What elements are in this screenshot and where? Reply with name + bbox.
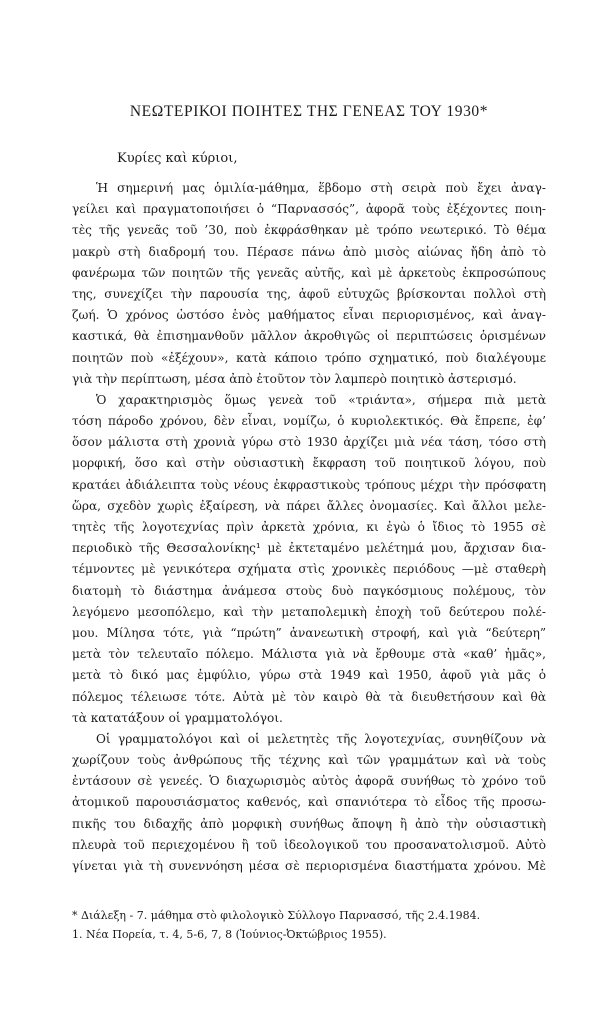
text-line: ὅσον μάλιστα στὴ χρονιὰ γύρω στὸ 1930 ἀρχίζει μιὰ νέα τάση, τόσο στὴ [72,435,546,450]
text-line: ἐντάσουν σὲ γενεές. Ὁ διαχωρισμὸς αὐτὸς ἀφορᾶ συνήθως τὸ χρόνο τοῦ [72,774,546,789]
text-line: μετὰ τὸ δικό μας ἐμφύλιο, γύρω στὰ 1949 καὶ 1950, ἀφοῦ γιὰ μᾶς ὁ [72,668,546,683]
footnotes [72,906,546,944]
text-line: γίνεται γιὰ τὴ συνεννόηση μέσα σὲ περιορισμένα διαστήματα χρόνου. Μὲ [72,859,546,873]
text-line: ἀτομικοῦ παρουσιάσματος καθενός, καὶ σπανιότερα τὸ εἶδος τῆς προσω- [72,795,546,810]
text-line: διατομὴ τὸ διάστημα ἀνάμεσα στοὺς δυὸ παγκόσμιους πολέμους, τὸν [72,583,546,598]
text-line: τὰ κατατάξουν οἱ γραμματολόγοι. [72,710,283,725]
greeting: Κυρίες καὶ κύριοι, [117,151,238,166]
text-line: ζωή. Ὁ χρόνος ὡστόσο ἑνὸς μαθήματος εἶναι περιορισμένος, καὶ ἀναγ- [72,308,546,323]
text-line: κρατάει ἀδιάλειπτα τοὺς νέους ἐκφραστικοὺς τρόπους μέχρι τὴν πρόσφατη [72,477,546,492]
paragraph [72,178,546,390]
text-line: μακρὺ στὴ διαδρομή του. Πέρασε πάνω ἀπὸ μισὸς αἰώνας ἤδη ἀπὸ τὸ [72,244,546,259]
text-line: πόλεμος τέλειωσε τότε. Αὐτὰ μὲ τὸν καιρὸ θὰ τὰ διευθετήσουν καὶ θὰ [72,689,546,704]
text-line: μετὰ τὸν τελευταῖο πόλεμο. Μάλιστα γιὰ νὰ ἔρθουμε στὰ «καθ’ ἡμᾶς», [72,647,546,662]
text-line: περιοδικὸ τῆς Θεσσαλονίκης¹ μὲ ἐκτεταμένο μελέτημά μου, ἄρχισαν δια- [72,541,546,556]
text-line: πλευρὰ τοῦ περιεχομένου ἢ τοῦ ἰδεολογικοῦ του προσανατολισμοῦ. Αὐτὸ [72,837,546,852]
footnote: * Διάλεξη - 7. μάθημα στὸ φιλολογικὸ Σύλλογο Παρνασσό, τῆς 2.4.1984. [72,909,481,922]
text-line: τητὲς τῆς λογοτεχνίας πρὶν ἀρκετὰ χρόνια, κι ἐγὼ ὁ ἴδιος τὸ 1955 σὲ [72,520,546,534]
text-line: γιὰ τὴν περίπτωση, μέσα ἀπὸ ἐτοῦτον τὸν λαμπερὸ ποιητικὸ ἀστερισμό. [72,371,517,386]
text-line: πικῆς του διδαχῆς ἀπὸ μορφικὴ συνήθως ἄποψη ἢ ἀπὸ τὴν οὐσιαστικὴ [72,816,546,831]
text-line: χωρίζουν τοὺς ἀνθρώπους τῆς τέχνης καὶ τῶν γραμμάτων καὶ νὰ τοὺς [72,753,546,768]
text-line: γείλει καὶ πραγματοποιήσει ὁ “Παρνασσός”, ἀφορᾶ τοὺς ἐξέχοντες ποιη- [72,202,546,217]
footnote: 1. Νέα Πορεία, τ. 4, 5-6, 7, 8 (Ἰούνιος-Ὀκτώβριος 1955). [72,928,387,941]
text-line: μορφική, ὅσο καὶ στὴν οὐσιαστικὴ ἔκφραση τοῦ ποιητικοῦ λόγου, ποὺ [72,456,546,471]
text-line: Οἱ γραμματολόγοι καὶ οἱ μελετητὲς τῆς λογοτεχνίας, συνηθίζουν νὰ [96,731,546,746]
text-line: ποιητῶν ποὺ «ἐξέχουν», κατὰ κάποιο τρόπο σχηματικό, ποὺ διαλέγουμε [72,350,546,365]
paragraph [72,390,546,729]
text-line: Ἡ σημερινή μας ὁμιλία-μάθημα, ἕβδομο στὴ σειρὰ ποὺ ἔχει ἀναγ- [96,181,546,195]
text-line: φανέρωμα τῶν ποιητῶν τῆς γενεᾶς αὐτῆς, καὶ μὲ ἀρκετοὺς ἐκπροσώπους [72,265,546,280]
text-line: λεγόμενο μεσοπόλεμο, καὶ τὴν μεταπολεμικὴ ἐποχὴ τοῦ δεύτερου πολέ- [72,604,546,619]
text-line: μου. Μίλησα τότε, γιὰ “πρώτη” ἀνανεωτικὴ στροφή, καὶ γιὰ “δεύτερη” [72,625,546,640]
page-title: ΝΕΩΤΕΡΙΚΟΙ ΠΟΙΗΤΕΣ ΤΗΣ ΓΕΝΕΑΣ ΤΟΥ 1930* [129,103,489,120]
paragraph [72,729,546,877]
text-line: Ὁ χαρακτηρισμὸς ὅμως γενεὰ τοῦ «τριάντα», σήμερα πιὰ μετὰ [96,392,546,407]
text-line: της, συνεχίζει τὴν παρουσία της, ἀφοῦ εὐτυχῶς βρίσκονται πολλοὶ στὴ [72,286,546,301]
text-line: τέμνοντες μὲ γενικότερα σχήματα στὶς χρονικὲς περιόδους —μὲ σταθερὴ [72,562,546,577]
text-line: καστικά, θὰ ἐπισημανθοῦν μᾶλλον ἀκροθιγῶς οἱ περιπτώσεις ὁρισμένων [72,329,546,344]
body-text [72,178,546,877]
page [72,0,546,1024]
text-line: τὲς τῆς γενεᾶς τοῦ ’30, ποὺ ἐκφράσθηκαν μὲ τρόπο νεωτερικό. Τὸ θέμα [72,223,546,238]
text-line: τόση πάροδο χρόνου, δὲν εἶναι, νομίζω, ὁ κυριολεκτικός. Θὰ ἔπρεπε, ἐφ’ [72,414,546,429]
text-line: ὥρα, σχεδὸν χωρὶς ἐξαίρεση, νὰ πάρει ἄλλες ὀνομασίες. Καὶ ἄλλοι μελε- [72,498,546,513]
